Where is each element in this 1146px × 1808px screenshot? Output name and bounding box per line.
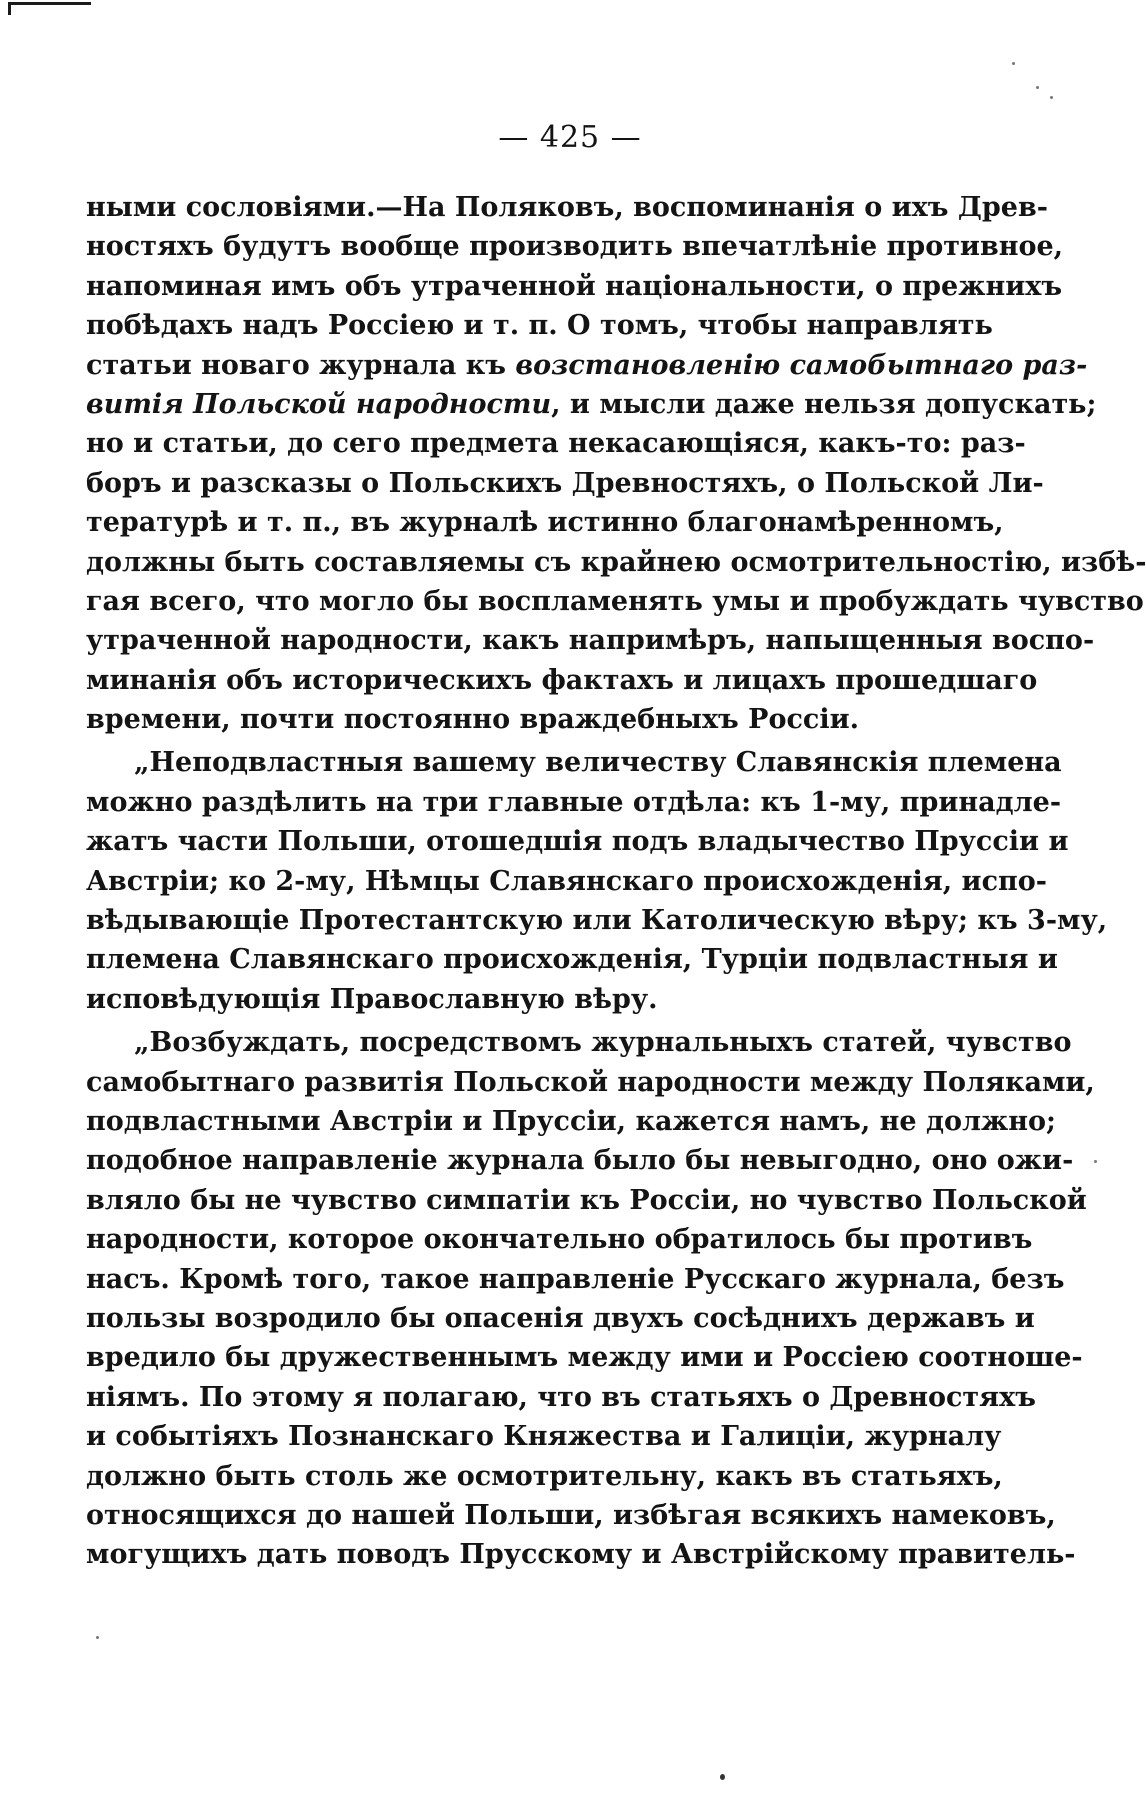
- text-segment: тературѣ и т. п., въ журналѣ истинно благонамѣренномъ,: [86, 507, 1004, 539]
- text-segment: подобное направленіе журнала было бы невыгодно, оно ожи-: [86, 1145, 1074, 1177]
- text-line: [86, 1417, 1002, 1456]
- scan-speck: [1036, 86, 1039, 89]
- text-line: [86, 424, 1026, 463]
- text-line: [86, 306, 993, 345]
- text-line: [86, 1378, 1036, 1417]
- text-segment: гая всего, что могло бы воспламенять умы и пробуждать чувство: [86, 585, 1144, 617]
- text-segment: насъ. Кромѣ того, такое направленіе Русскаго журнала, безъ: [86, 1263, 1065, 1295]
- text-segment: Австріи; ко 2-му, Нѣмцы Славянскаго происхожденія, испо-: [86, 865, 1047, 897]
- text-segment: вляло бы не чувство симпатіи къ Россіи, но чувство Польской: [86, 1184, 1087, 1216]
- text-line: [86, 783, 1062, 822]
- text-segment: статьи новаго журнала къ: [86, 349, 516, 381]
- text-line: [86, 980, 918, 1019]
- text-segment: возстановленію самобытнаго раз-: [515, 349, 1088, 381]
- text-line: [86, 1457, 1003, 1496]
- text-line: [86, 227, 1064, 266]
- text-line: [86, 1023, 1072, 1062]
- text-segment: вѣдывающіе Протестантскую или Католическую вѣру; къ 3-му,: [86, 905, 1108, 937]
- text-line: [86, 503, 1004, 542]
- text-segment: ностяхъ будутъ вообще производить впечатлѣніе противное,: [86, 231, 1064, 263]
- text-segment: утраченной народности, какъ напримѣръ, напыщенныя воспо-: [86, 625, 1095, 657]
- text-segment: боръ и разсказы о Польскихъ Древностяхъ, о Польской Ли-: [86, 467, 1044, 499]
- text-line: [86, 940, 1058, 979]
- text-segment: витія Польской народности: [86, 388, 552, 420]
- text-segment: могущихъ дать поводъ Прусскому и Австрійскому правитель-: [86, 1539, 1076, 1571]
- text-line: [86, 621, 1095, 660]
- text-line: [86, 346, 1088, 385]
- text-segment: минанія объ историческихъ фактахъ и лицахъ прошедшаго: [86, 664, 1038, 696]
- text-segment: „Неподвластныя вашему величеству Славянскія племена: [134, 747, 1062, 779]
- text-segment: и событіяхъ Познанскаго Княжества и Галиціи, журналу: [86, 1421, 1002, 1453]
- text-line: [86, 1338, 1083, 1377]
- text-segment: должно быть столь же осмотрительну, какъ въ статьяхъ,: [86, 1460, 1003, 1492]
- text-segment: народности, которое окончательно обратилось бы противъ: [86, 1224, 1033, 1256]
- text-segment: исповѣдующія Православную вѣру.: [86, 983, 658, 1015]
- text-line: [86, 901, 1108, 940]
- text-line: [86, 1535, 1076, 1574]
- text-line: [86, 661, 1038, 700]
- text-line: [86, 188, 1048, 227]
- text-line: [86, 822, 1069, 861]
- text-segment: ными сословіями.—На Поляковъ, воспоминанія о ихъ Древ-: [86, 192, 1048, 223]
- text-segment: но и статьи, до сего предмета некасающіяся, какъ-то: раз-: [86, 428, 1026, 460]
- paragraph: [86, 739, 1108, 1019]
- scan-speck: [96, 1636, 99, 1639]
- text-line: [86, 1141, 1074, 1180]
- text-segment: времени, почти постоянно враждебныхъ Россіи.: [86, 704, 860, 736]
- text-segment: пользы возродило бы опасенія двухъ сосѣднихъ державъ и: [86, 1302, 1035, 1334]
- text-line: [86, 464, 1044, 503]
- text-line: [86, 267, 1063, 306]
- text-line: [86, 743, 1062, 782]
- scan-speck: [720, 1774, 725, 1780]
- text-line: [86, 1063, 1095, 1102]
- text-line: [86, 1220, 1033, 1259]
- text-segment: должны быть составляемы съ крайнею осмотрительностію, избѣ-: [86, 546, 1146, 578]
- text-segment: можно раздѣлить на три главные отдѣла: къ 1-му, принадле-: [86, 786, 1062, 818]
- text-segment: ніямъ. По этому я полагаю, что въ статьяхъ о Древностяхъ: [86, 1381, 1036, 1413]
- page-number: — 425 —: [498, 120, 642, 155]
- text-line: [86, 1102, 1057, 1141]
- text-segment: вредило бы дружественнымъ между ими и Россіею соотноше-: [86, 1342, 1083, 1374]
- text-line: [86, 1496, 1056, 1535]
- text-segment: напоминая имъ объ утраченной національности, о прежнихъ: [86, 270, 1063, 302]
- text-segment: жатъ части Польши, отошедшія подъ владычество Пруссіи и: [86, 826, 1069, 858]
- paragraph: [86, 188, 1146, 739]
- text-line: [86, 1299, 1035, 1338]
- scan-speck: [1050, 96, 1053, 99]
- text-segment: „Возбуждать, посредствомъ журнальныхъ статей, чувство: [134, 1027, 1072, 1059]
- text-body: [86, 188, 1146, 1575]
- text-segment: самобытнаго развитія Польской народности между Поляками,: [86, 1066, 1095, 1098]
- text-line: [86, 1260, 1065, 1299]
- text-segment: , и мысли даже нельзя допускать;: [551, 388, 1097, 420]
- scan-speck: [1012, 62, 1015, 65]
- text-segment: побѣдахъ надъ Россіею и т. п. О томъ, чтобы направлять: [86, 310, 993, 342]
- text-line: [86, 1181, 1087, 1220]
- scan-corner-mark: [8, 2, 91, 15]
- paragraph: [86, 1019, 1095, 1574]
- text-line: [86, 582, 1144, 621]
- scan-speck: [1094, 1160, 1097, 1163]
- text-line: [86, 700, 918, 739]
- text-segment: подвластными Австріи и Пруссіи, кажется намъ, не должно;: [86, 1105, 1057, 1137]
- text-line: [86, 862, 1047, 901]
- text-segment: относящихся до нашей Польши, избѣгая всякихъ намековъ,: [86, 1499, 1056, 1531]
- text-line: [86, 385, 1097, 424]
- text-segment: племена Славянскаго происхожденія, Турціи подвластныя и: [86, 944, 1058, 976]
- text-line: [86, 543, 1146, 582]
